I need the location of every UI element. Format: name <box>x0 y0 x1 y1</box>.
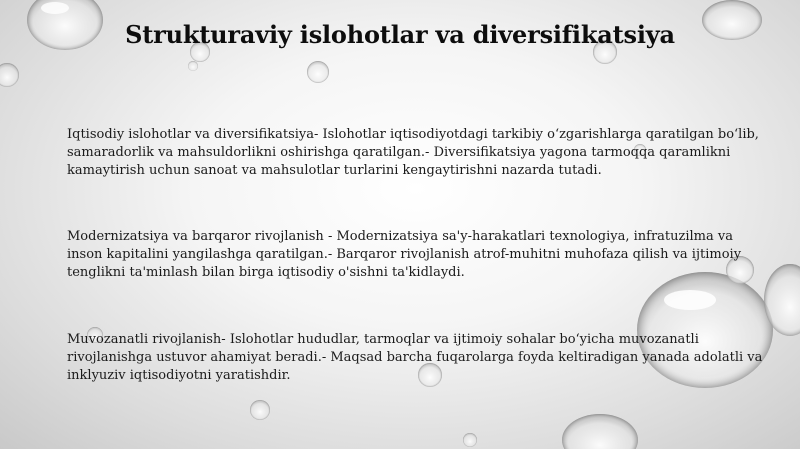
slide-title: Strukturaviy islohotlar va diversifikatsiya <box>125 20 675 49</box>
paragraph-balanced-development: Muvozanatli rivojlanish- Islohotlar hududlar, tarmoqlar va ijtimoiy sohalar bo‘yicha muvozanatli rivojlanishga ustuvor ahamiyat beradi.- Maqsad barcha fuqarolarga foyda keltiradigan yanada adolatli va inklyuziv iqtisodiyotni yaratishdir. <box>67 332 763 383</box>
water-drop <box>463 433 477 447</box>
paragraph-modernization: Modernizatsiya va barqaror rivojlanish - Modernizatsiya sa'y-harakatlari texnologiya, infratuzilma va inson kapitalini yangilashga qaratilgan.- Barqaror rivojlanish atrof-muhitni muhofaza qilish va ijtimoiy tenglikni ta'minlash bilan birga iqtisodiy o'sishni ta'kidlaydi. <box>67 229 742 280</box>
water-drop <box>188 61 198 71</box>
water-drop <box>562 414 638 449</box>
paragraph-diversification: Iqtisodiy islohotlar va diversifikatsiya- Islohotlar iqtisodiyotdagi tarkibiy o‘zgarishlarga qaratilgan bo‘lib, samaradorlik va mahsuldorlikni oshirishga qaratilgan.- Diversifikatsiya yagona tarmoqqa qaramlikni kamaytirish uchun sanoat va mahsulotlar turlarini kengaytirishni nazarda tutadi. <box>67 127 759 178</box>
water-drop <box>250 400 270 420</box>
water-drop <box>0 63 19 87</box>
water-drop <box>307 61 329 83</box>
